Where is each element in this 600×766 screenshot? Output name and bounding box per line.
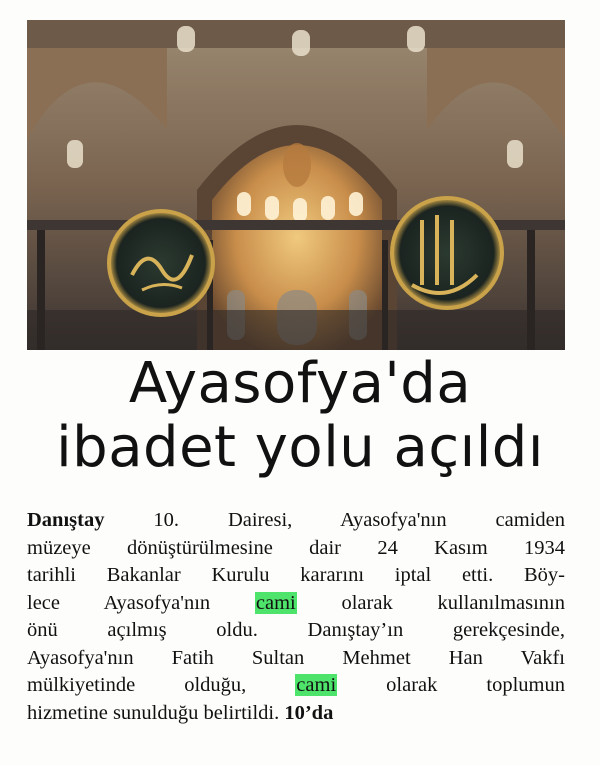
headline-line-2: ibadet yolu açıldı (56, 415, 544, 480)
right-calligraphy-roundel-icon (392, 198, 502, 308)
article-headline (20, 352, 580, 480)
hagia-sophia-interior-photo (27, 20, 565, 350)
body-line: lece Ayasofya'nın cami olarak kullanılmasının (27, 591, 565, 614)
headline-line-1: Ayasofya'da (128, 351, 472, 416)
left-calligraphy-roundel-icon (109, 211, 213, 315)
body-line: müzeye dönüştürülmesine dair 24 Kasım 1934 (27, 536, 565, 559)
article-body (27, 507, 565, 727)
highlighted-word: cami (296, 674, 337, 696)
body-line: tarihli Bakanlar Kurulu kararını iptal etti. Böy- (27, 564, 565, 586)
body-line: hizmetine sunulduğu belirtildi. 10’da (27, 701, 334, 724)
dateline-lead: Danıştay (27, 509, 105, 531)
page-reference: 10’da (284, 701, 334, 724)
body-line: Ayasofya'nın Fatih Sultan Mehmet Han Vakfı (27, 646, 565, 669)
body-line: mülkiyetinde olduğu, cami olarak toplumun (27, 674, 565, 696)
body-line: önü açılmış oldu. Danıştay’ın gerekçesinde, (27, 619, 565, 641)
body-line: Danıştay 10. Dairesi, Ayasofya'nın camiden (27, 509, 565, 531)
highlighted-word: cami (255, 591, 296, 614)
